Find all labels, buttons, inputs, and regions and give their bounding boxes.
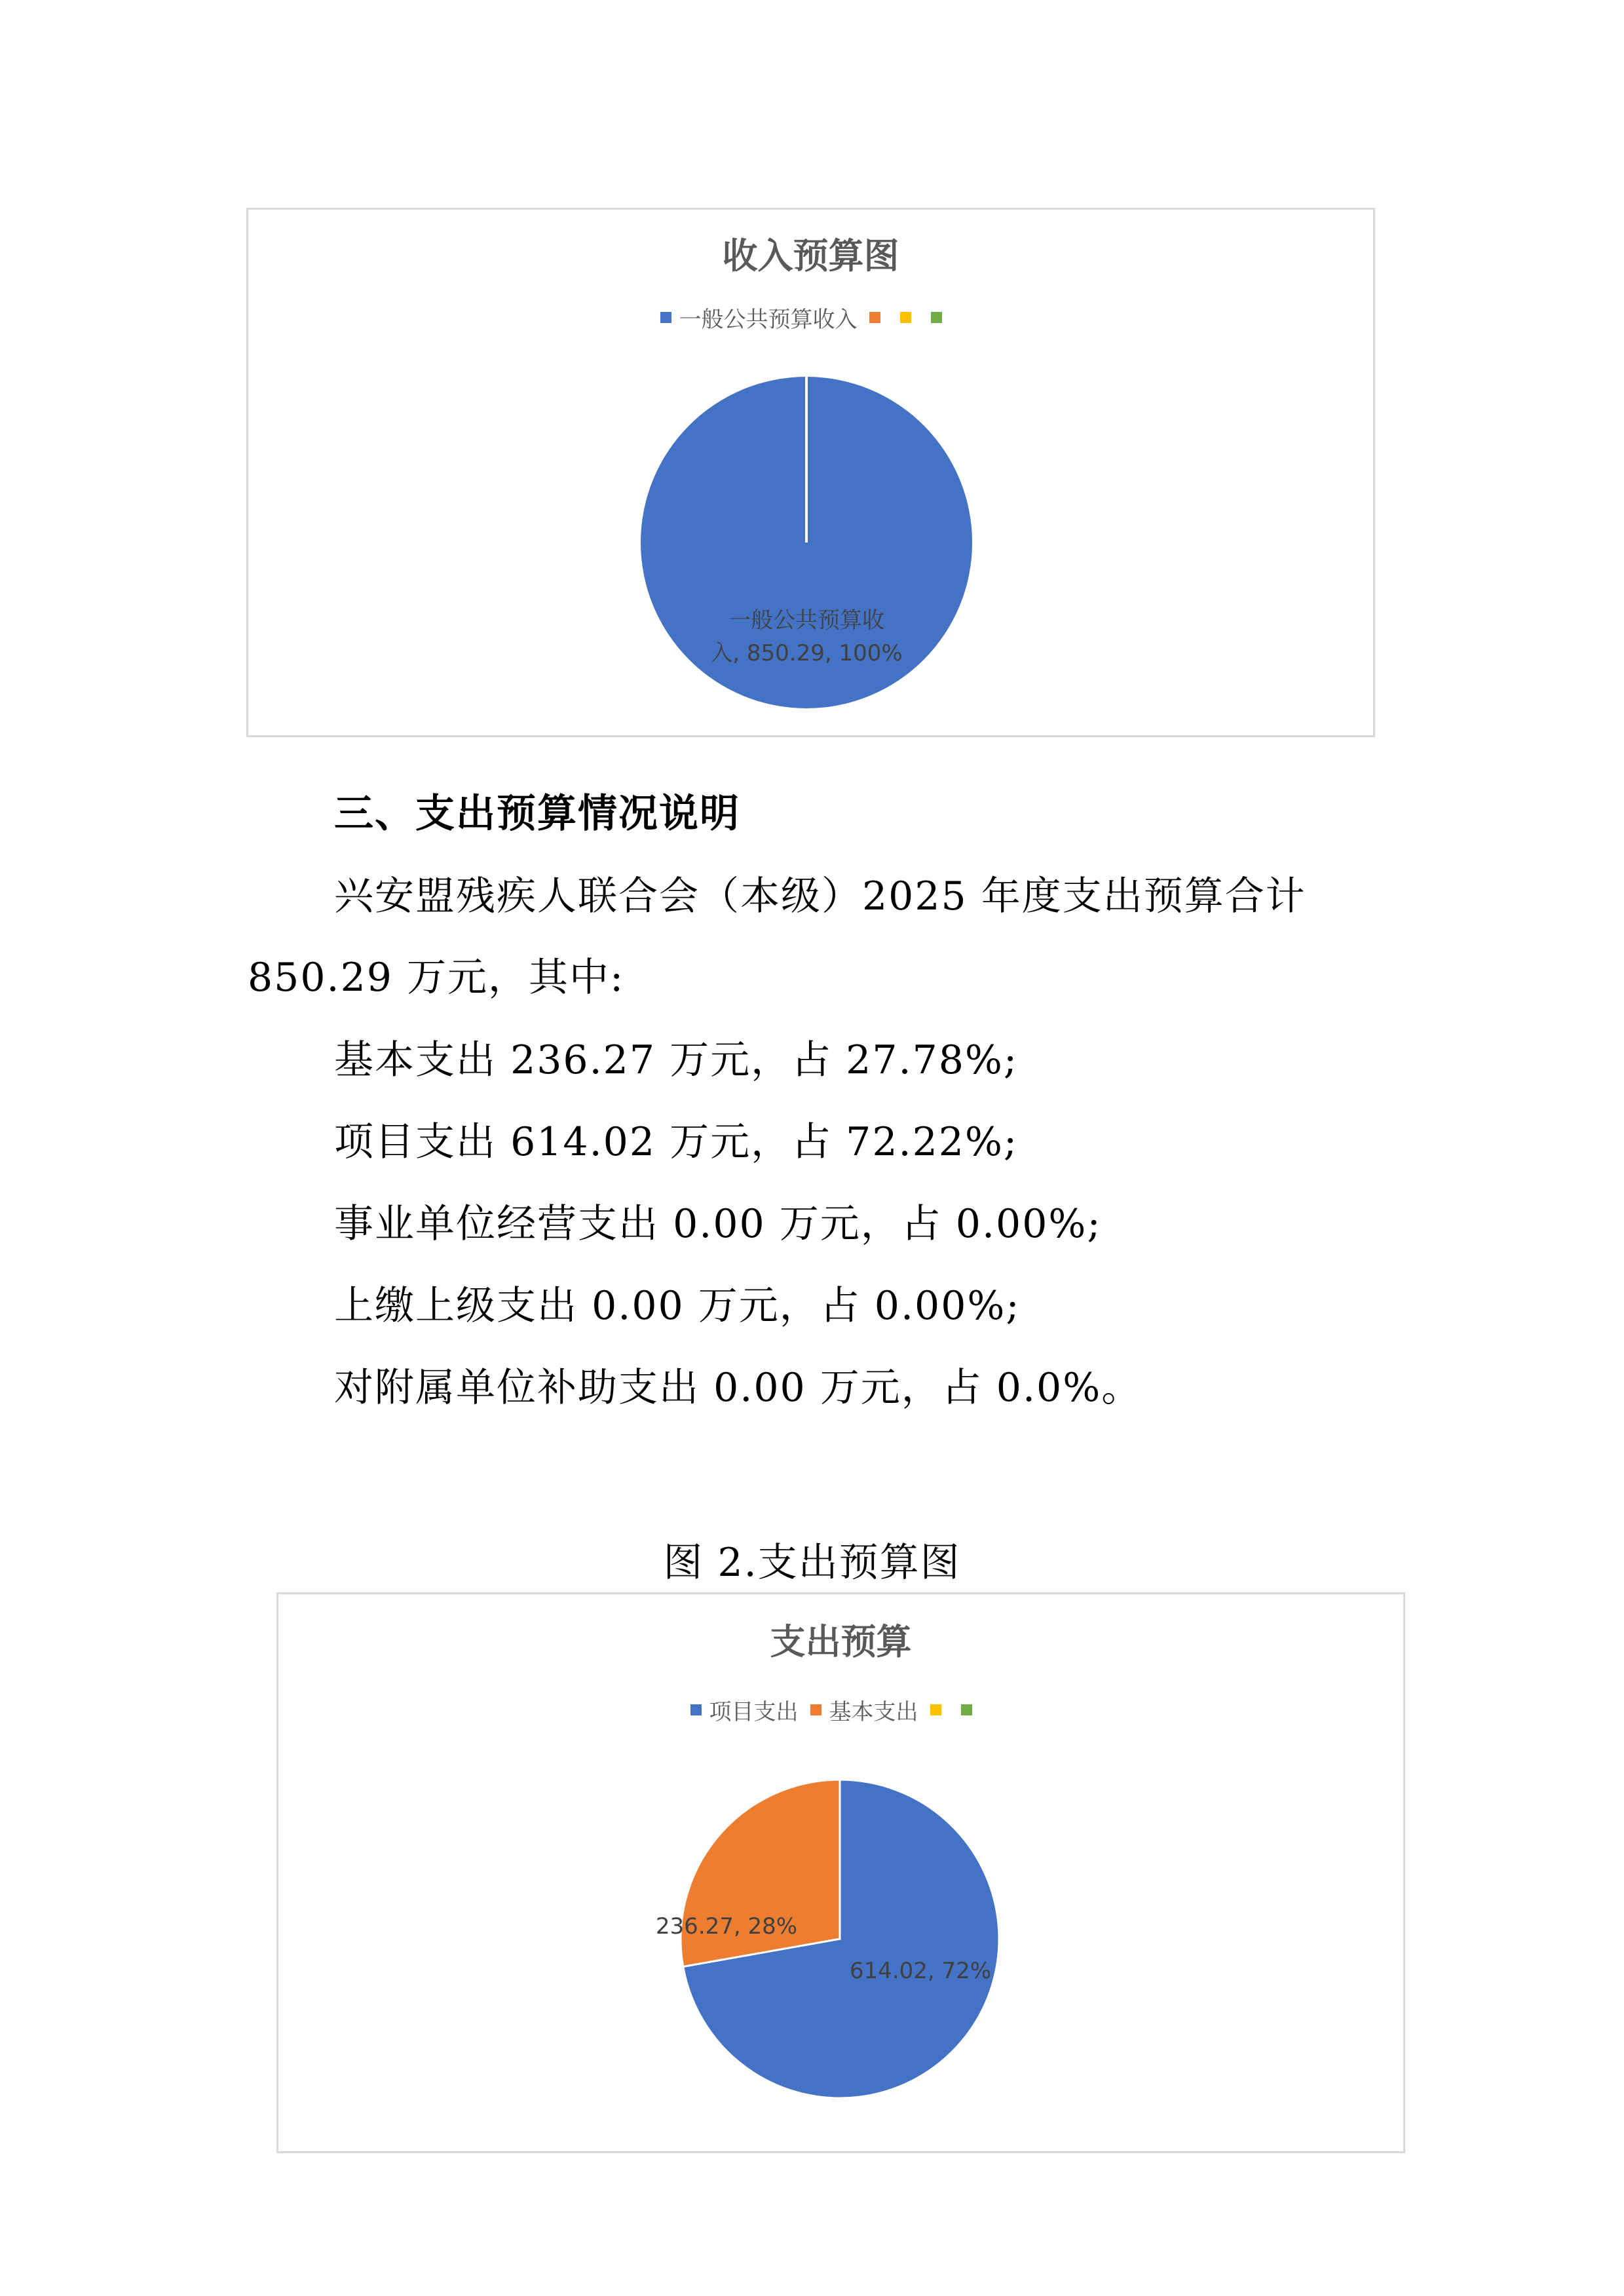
list-item: 基本支出 236.27 万元，占 27.78%;: [334, 1037, 1019, 1083]
expense-pie: [278, 1594, 1403, 2151]
pie-label-project: 614.02, 72%: [849, 1958, 992, 1984]
list-item: 项目支出 614.02 万元，占 72.22%;: [334, 1119, 1019, 1165]
paragraph-line: 850.29 万元，其中:: [248, 955, 625, 1001]
expense-chart: [276, 1592, 1405, 2153]
list-item: 上缴上级支出 0.00 万元，占 0.00%;: [334, 1283, 1021, 1329]
pie-label-line1: 一般公共预算收: [728, 607, 884, 634]
section-heading: 三、支出预算情况说明: [334, 791, 740, 837]
legend-label: 一般公共预算收入: [679, 307, 858, 333]
list-item: 对附属单位补助支出 0.00 万元，占 0.0%。: [334, 1365, 1142, 1411]
paragraph-line: 兴安盟残疾人联合会（本级）2025 年度支出预算合计: [334, 873, 1306, 919]
list-item: 事业单位经营支出 0.00 万元，占 0.00%;: [334, 1201, 1102, 1247]
chart-title: 收入预算图: [722, 235, 899, 277]
income-pie: [248, 210, 1373, 735]
legend-label: 项目支出: [709, 1699, 799, 1725]
figure-caption: 图 2.支出预算图: [663, 1540, 961, 1586]
pie-label-line2: 入, 850.29, 100%: [710, 640, 903, 666]
chart-title: 支出预算: [770, 1621, 912, 1662]
pie-label-basic: 236.27, 28%: [655, 1913, 798, 1940]
income-chart: [246, 208, 1375, 737]
legend-label: 基本支出: [829, 1699, 918, 1725]
